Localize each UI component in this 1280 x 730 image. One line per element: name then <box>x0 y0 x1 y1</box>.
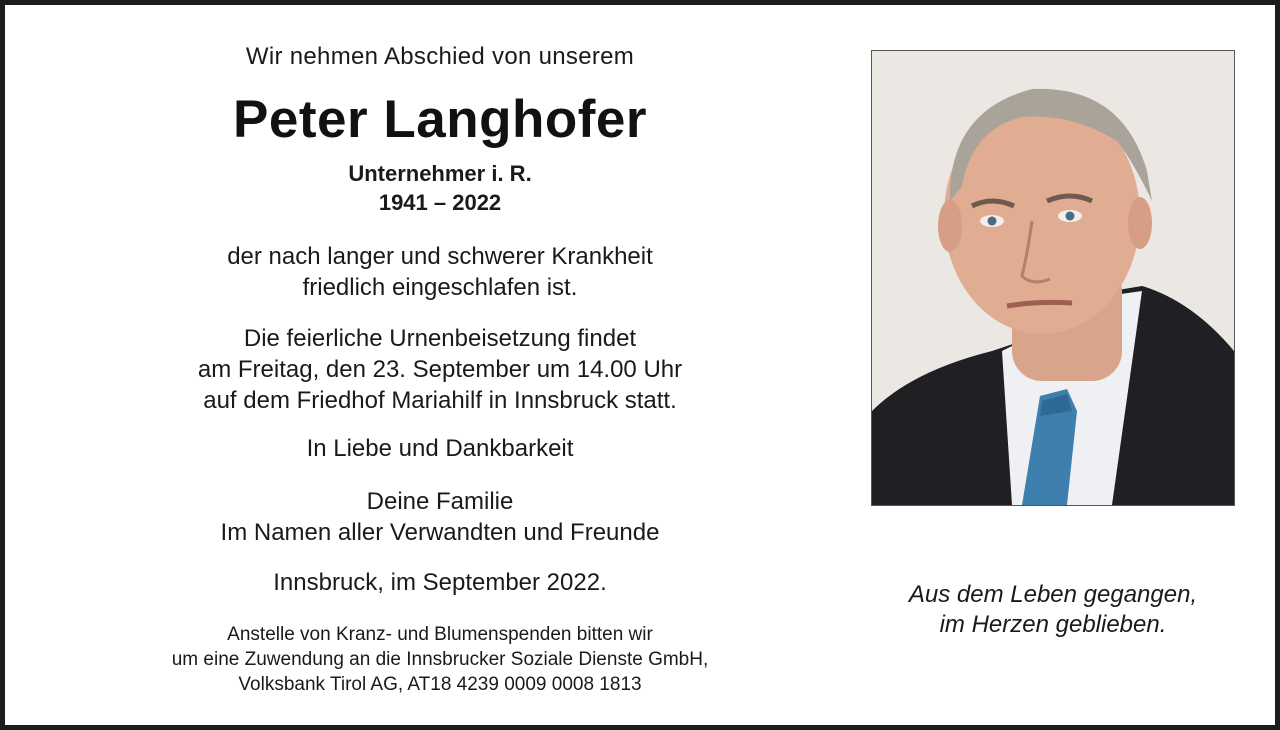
funeral-line: Die feierliche Urnenbeisetzung findet <box>243 325 637 352</box>
funeral-paragraph <box>95 323 785 416</box>
family-line: Deine Familie <box>366 488 514 515</box>
message-line: friedlich eingeschlafen ist. <box>302 274 578 301</box>
funeral-line: auf dem Friedhof Mariahilf in Innsbruck statt. <box>203 387 677 414</box>
donation-line: um eine Zuwendung an die Innsbrucker Soziale Dienste GmbH, <box>171 649 709 670</box>
deceased-name: Peter Langhofer <box>233 90 647 149</box>
motto-line: Aus dem Leben gegangen, <box>908 581 1198 608</box>
funeral-line: am Freitag, den 23. September um 14.00 Uhr <box>197 356 683 383</box>
obituary-text-column <box>95 5 785 725</box>
life-years: 1941 – 2022 <box>378 190 502 215</box>
donation-paragraph <box>95 622 785 697</box>
place-date: Innsbruck, im September 2022. <box>273 569 607 596</box>
message-paragraph <box>95 241 785 303</box>
portrait-photo <box>871 50 1235 506</box>
closing-line: In Liebe und Dankbarkeit <box>306 435 574 462</box>
donation-line: Anstelle von Kranz- und Blumenspenden bitten wir <box>227 624 653 645</box>
donation-line: Volksbank Tirol AG, AT18 4239 0009 0008 1813 <box>238 674 642 695</box>
family-paragraph <box>95 486 785 548</box>
intro-line: Wir nehmen Abschied von unserem <box>245 43 635 70</box>
message-line: der nach langer und schwerer Krankheit <box>227 243 653 270</box>
family-line: Im Namen aller Verwandten und Freunde <box>220 519 660 546</box>
deceased-role: Unternehmer i. R. <box>348 161 532 186</box>
portrait-illustration <box>872 51 1234 505</box>
motto-line: im Herzen geblieben. <box>939 611 1167 638</box>
motto <box>863 580 1243 640</box>
